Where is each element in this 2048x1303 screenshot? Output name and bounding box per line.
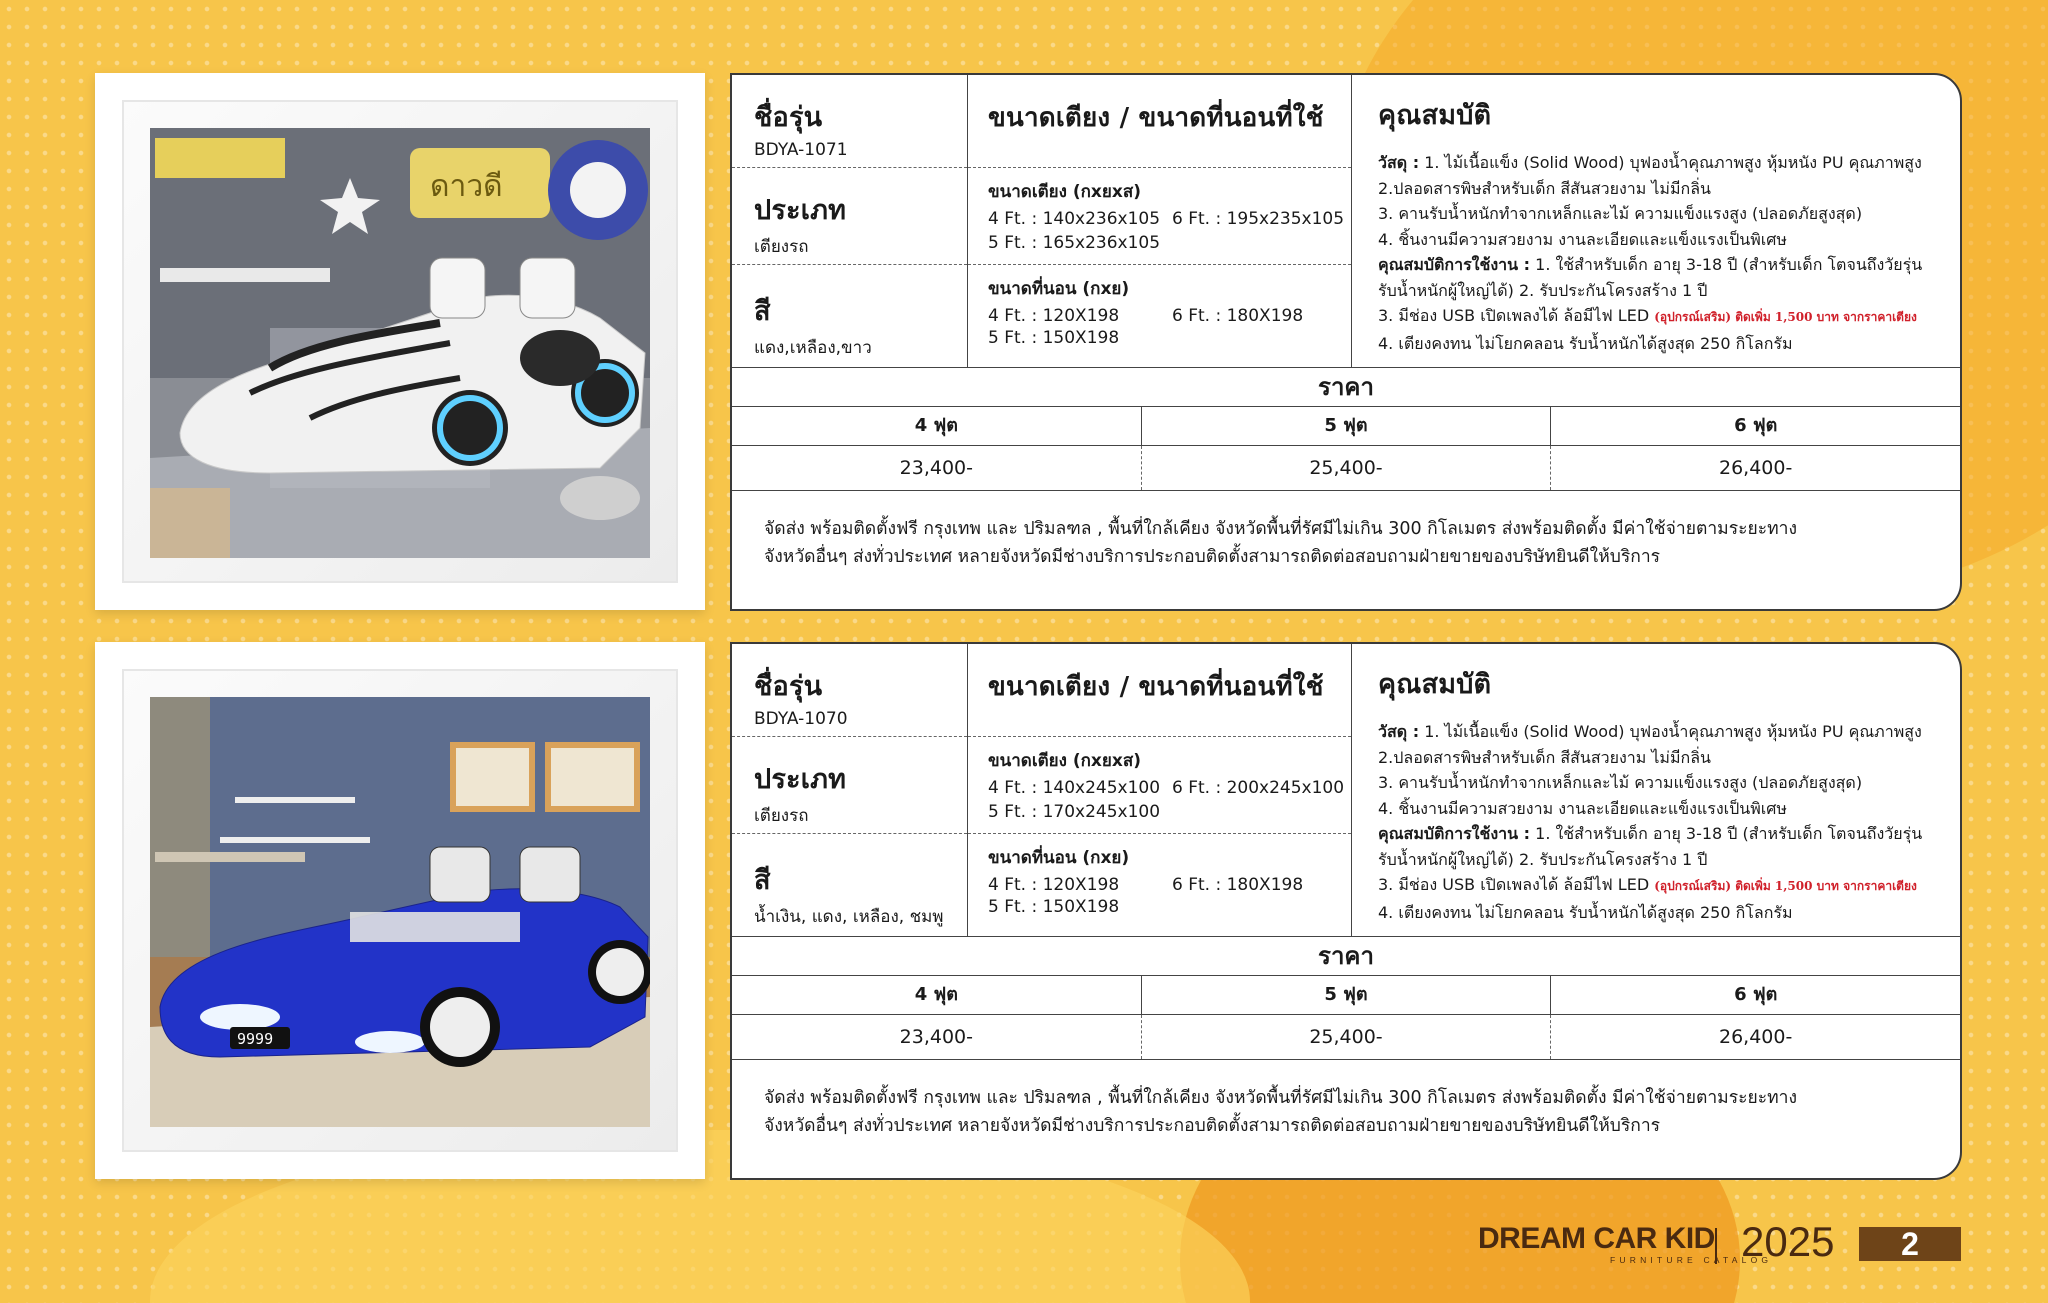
color-cell [732, 833, 967, 936]
spec-header-area [732, 75, 1960, 367]
catalog-year: 2025 [1741, 1218, 1835, 1265]
usage-3: 3. มีช่อง USB เปิดเพลงได้ ล้อมีไฟ LED [1378, 875, 1650, 894]
product-photo [150, 128, 650, 558]
type-label: ประเภท [754, 764, 847, 795]
model-cell [732, 644, 967, 736]
mattress-cell [968, 833, 1351, 936]
price-size-5ft: 5 ฟุต [1142, 976, 1552, 1014]
type-label: ประเภท [754, 195, 847, 226]
usage-3: 3. มีช่อง USB เปิดเพลงได้ ล้อมีไฟ LED [1378, 306, 1650, 325]
usage-line [1378, 252, 1946, 278]
type-value: เตียงรถ [754, 806, 809, 826]
properties-header: คุณสมบัติ [1378, 100, 1492, 131]
plate-text: 9999 [237, 1030, 274, 1048]
model-label: ชื่อรุ่น [754, 102, 823, 133]
price-title: ราคา [732, 936, 1960, 976]
price-size-4ft: 4 ฟุต [732, 407, 1142, 445]
material-label: วัสดุ : [1378, 153, 1420, 172]
material-3: 3. คานรับน้ำหนักทำจากเหล็กและไม้ ความแข็งแรงสูง (ปลอดภัยสูงสุด) [1378, 773, 1863, 792]
model-column [732, 75, 967, 367]
page-number: 2 [1859, 1227, 1961, 1261]
model-label: ชื่อรุ่น [754, 671, 823, 702]
mattress-list [988, 306, 1351, 348]
price-size-5ft: 5 ฟุต [1142, 407, 1552, 445]
material-3: 3. คานรับน้ำหนักทำจากเหล็กและไม้ ความแข็งแรงสูง (ปลอดภัยสูงสุด) [1378, 204, 1863, 223]
bed-size-6ft: 6 Ft. : 200x245x100 [1172, 778, 1345, 798]
mattress-title: ขนาดที่นอน (กxย) [988, 848, 1130, 868]
delivery-line-1: จัดส่ง พร้อมติดตั้งฟรี กรุงเทพ และ ปริมลฑล , พื้นที่ใกล้เคียง จังหวัดพื้นที่รัศมีไม่เกิน 300 กิโลเมตร ส่งพร้อมติดตั้ง มีค่าใช้จ่ายตามระยะทาง [764, 519, 1798, 539]
bed-size-list [988, 778, 1351, 822]
price-6ft: 26,400- [1719, 1026, 1793, 1048]
price-4ft: 23,400- [732, 1015, 1142, 1059]
delivery-note [764, 1084, 1940, 1140]
type-value: เตียงรถ [754, 237, 809, 257]
mattress-cell [968, 264, 1351, 367]
usage-1: 1. ใช้สำหรับเด็ก อายุ 3-18 ปี (สำหรับเด็ก โตจนถึงวัยรุ่น [1535, 824, 1923, 843]
color-cell [732, 264, 967, 367]
material-4: 4. ชิ้นงานมีความสวยงาม งานละเอียดและแข็งแรงเป็นพิเศษ [1378, 798, 1787, 818]
svg-text:ดาวดี: ดาวดี [430, 169, 503, 204]
bed-size-4ft: 4 Ft. : 140x245x100 [988, 778, 1161, 798]
color-value: แดง,เหลือง,ขาว [754, 338, 872, 358]
usage-3-line [1378, 303, 1946, 331]
product-photo [150, 697, 650, 1127]
material-1: 1. ไม้เนื้อแข็ง (Solid Wood) บุฟองน้ำคุณภาพสูง หุ้มหนัง PU คุณภาพสูง [1424, 722, 1922, 741]
type-cell [732, 736, 967, 833]
model-column [732, 644, 967, 936]
bed-size-list [988, 209, 1351, 253]
material-1: 1. ไม้เนื้อแข็ง (Solid Wood) บุฟองน้ำคุณภาพสูง หุ้มหนัง PU คุณภาพสูง [1424, 153, 1922, 172]
price-size-row [732, 976, 1960, 1015]
bed-size-4ft: 4 Ft. : 140x236x105 [988, 209, 1161, 229]
material-2: 2.ปลอดสารพิษสำหรับเด็ก สีสันสวยงาม ไม่มีกลิ่น [1378, 747, 1711, 767]
bed-size-title: ขนาดเตียง (กxยxส) [988, 182, 1141, 202]
mattress-title: ขนาดที่นอน (กxย) [988, 279, 1130, 299]
mattress-4ft: 4 Ft. : 120X198 [988, 306, 1120, 326]
properties-column [1352, 75, 1962, 367]
spec-header-area [732, 644, 1960, 936]
color-value: น้ำเงิน, แดง, เหลือง, ชมพู [754, 907, 944, 927]
delivery-line-1: จัดส่ง พร้อมติดตั้งฟรี กรุงเทพ และ ปริมลฑล , พื้นที่ใกล้เคียง จังหวัดพื้นที่รัศมีไม่เกิน 300 กิโลเมตร ส่งพร้อมติดตั้ง มีค่าใช้จ่ายตามระยะทาง [764, 1088, 1798, 1108]
usage-4: 4. เตียงคงทน ไม่โยกคลอน รับน้ำหนักได้สูงสุด 250 กิโลกรัม [1378, 902, 1793, 922]
price-6ft: 26,400- [1719, 457, 1793, 479]
size-header: ขนาดเตียง / ขนาดที่นอนที่ใช้ [988, 672, 1324, 702]
mattress-5ft: 5 Ft. : 150X198 [988, 328, 1120, 348]
material-line [1378, 150, 1946, 176]
usage-3-line [1378, 872, 1946, 900]
bed-size-title: ขนาดเตียง (กxยxส) [988, 751, 1141, 771]
brand-subtitle: FURNITURE CATALOG [1610, 1255, 1773, 1265]
usage-1b: รับน้ำหนักผู้ใหญ่ได้) 2. รับประกันโครงสร้าง 1 ปี [1378, 849, 1708, 869]
color-label: สี [754, 865, 771, 896]
mattress-4ft: 4 Ft. : 120X198 [988, 875, 1120, 895]
price-size-4ft: 4 ฟุต [732, 976, 1142, 1014]
material-2: 2.ปลอดสารพิษสำหรับเด็ก สีสันสวยงาม ไม่มีกลิ่น [1378, 178, 1711, 198]
delivery-line-2: จังหวัดอื่นๆ ส่งทั่วประเทศ หลายจังหวัดมีช่างบริการประกอบติดตั้งสามารถติดต่อสอบถามฝ่ายขายของบริษัทยินดีให้บริการ [764, 547, 1661, 567]
delivery-line-2: จังหวัดอื่นๆ ส่งทั่วประเทศ หลายจังหวัดมีช่างบริการประกอบติดตั้งสามารถติดต่อสอบถามฝ่ายขายของบริษัทยินดีให้บริการ [764, 1116, 1661, 1136]
usage-4: 4. เตียงคงทน ไม่โยกคลอน รับน้ำหนักได้สูงสุด 250 กิโลกรัม [1378, 333, 1793, 353]
type-cell [732, 167, 967, 264]
bed-size-6ft: 6 Ft. : 195x235x105 [1172, 209, 1345, 229]
bed-size-5ft: 5 Ft. : 165x236x105 [988, 233, 1161, 253]
mattress-5ft: 5 Ft. : 150X198 [988, 897, 1120, 917]
usage-3-note: (อุปกรณ์เสริม) ติดเพิ่ม 1,500 บาท จากราคาเตียง [1654, 879, 1917, 893]
usage-label: คุณสมบัติการใช้งาน : [1378, 824, 1531, 843]
mattress-6ft: 6 Ft. : 180X198 [1172, 306, 1304, 326]
product-spec-card [730, 642, 1962, 1180]
footer-divider [1715, 1228, 1717, 1264]
mattress-list [988, 875, 1351, 917]
material-line [1378, 719, 1946, 745]
bed-size-cell [968, 736, 1351, 833]
delivery-note [764, 515, 1940, 571]
price-4ft: 23,400- [732, 446, 1142, 490]
price-value-row [732, 1015, 1960, 1060]
usage-1: 1. ใช้สำหรับเด็ก อายุ 3-18 ปี (สำหรับเด็ก โตจนถึงวัยรุ่น [1535, 255, 1923, 274]
size-header: ขนาดเตียง / ขนาดที่นอนที่ใช้ [988, 103, 1324, 133]
size-column [968, 644, 1351, 936]
properties-column [1352, 644, 1962, 936]
model-cell [732, 75, 967, 167]
material-label: วัสดุ : [1378, 722, 1420, 741]
price-value-row [732, 446, 1960, 491]
usage-1b: รับน้ำหนักผู้ใหญ่ได้) 2. รับประกันโครงสร้าง 1 ปี [1378, 280, 1708, 300]
catalog-footer [1478, 1218, 1968, 1278]
color-label: สี [754, 296, 771, 327]
price-title: ราคา [732, 367, 1960, 407]
material-4: 4. ชิ้นงานมีความสวยงาม งานละเอียดและแข็งแรงเป็นพิเศษ [1378, 229, 1787, 249]
mattress-6ft: 6 Ft. : 180X198 [1172, 875, 1304, 895]
usage-3-note: (อุปกรณ์เสริม) ติดเพิ่ม 1,500 บาท จากราคาเตียง [1654, 310, 1917, 324]
size-column [968, 75, 1351, 367]
usage-label: คุณสมบัติการใช้งาน : [1378, 255, 1531, 274]
model-code: BDYA-1071 [754, 140, 848, 160]
price-5ft: 25,400- [1142, 446, 1552, 490]
price-size-row [732, 407, 1960, 446]
usage-line [1378, 821, 1946, 847]
brand-name: DREAM CAR KID [1478, 1222, 1715, 1255]
product-photo-frame [95, 642, 705, 1179]
model-code: BDYA-1070 [754, 709, 848, 729]
price-size-6ft: 6 ฟุต [1734, 984, 1778, 1005]
bed-size-5ft: 5 Ft. : 170x245x100 [988, 802, 1161, 822]
price-5ft: 25,400- [1142, 1015, 1552, 1059]
properties-header: คุณสมบัติ [1378, 669, 1492, 700]
product-spec-card [730, 73, 1962, 611]
product-photo-frame [95, 73, 705, 610]
bed-size-cell [968, 167, 1351, 264]
price-size-6ft: 6 ฟุต [1734, 415, 1778, 436]
